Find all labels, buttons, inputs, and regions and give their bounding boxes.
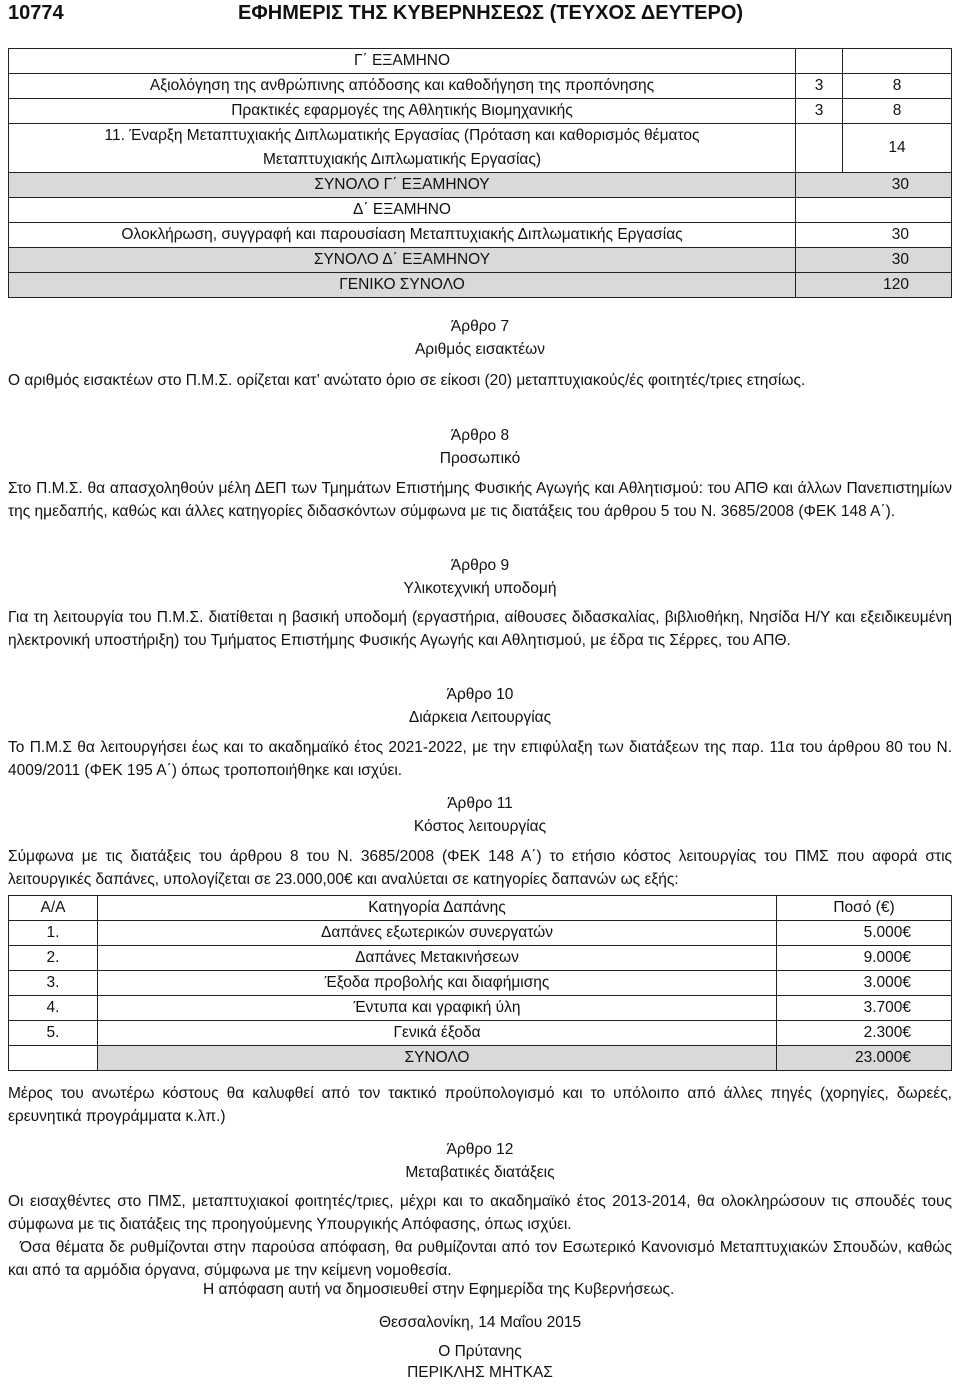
article-7-text: Ο αριθμός εισακτέων στο Π.Μ.Σ. ορίζεται κατ’ ανώτατο όριο σε είκοσι (20) μεταπτυχιακούς/ές φοιτητές/τριες ετησίως. <box>8 372 806 389</box>
course-ects: 8 <box>843 74 952 99</box>
expense-category: Έντυπα και γραφική ύλη <box>98 996 777 1021</box>
total-label: ΣΥΝΟΛΟ <box>98 1046 777 1071</box>
course-name-line1: 11. Έναρξη Μεταπτυχιακής Διπλωματικής Εργασίας (Πρόταση και καθορισμός θέματος <box>104 127 700 144</box>
expense-amount: 2.300€ <box>777 1021 952 1046</box>
semester-total-value: 30 <box>796 248 952 273</box>
expense-category: Δαπάνες εξωτερικών συνεργατών <box>98 921 777 946</box>
row-number: 2. <box>9 946 98 971</box>
column-header: Κατηγορία Δαπάνης <box>98 896 777 921</box>
grand-total-value: 120 <box>796 273 952 298</box>
article-title: Άρθρο 9 <box>450 557 510 574</box>
course-name: Ολοκλήρωση, συγγραφή και παρουσίαση Μεταπτυχιακής Διπλωματικής Εργασίας <box>9 223 796 248</box>
table-total-row <box>9 1046 952 1071</box>
table-row <box>9 248 952 273</box>
semester-total-label: ΣΥΝΟΛΟ Δ΄ ΕΞΑΜΗΝΟΥ <box>9 248 796 273</box>
table-row <box>9 198 952 223</box>
table-row <box>9 173 952 198</box>
course-ects: 8 <box>843 99 952 124</box>
expense-amount: 3.700€ <box>777 996 952 1021</box>
course-name <box>9 124 796 173</box>
table-row <box>9 996 952 1021</box>
article-title: Άρθρο 10 <box>446 686 514 703</box>
expense-amount: 9.000€ <box>777 946 952 971</box>
curriculum-table <box>8 48 952 298</box>
article-12-heading <box>8 1139 952 1184</box>
table-row <box>9 946 952 971</box>
page-header <box>8 0 952 28</box>
row-number: 4. <box>9 996 98 1021</box>
table-row <box>9 49 952 74</box>
course-name: Αξιολόγηση της ανθρώπινης απόδοσης και καθοδήγηση της προπόνησης <box>9 74 796 99</box>
article-12-paragraph-1: Οι εισαχθέντες στο ΠΜΣ, μεταπτυχιακοί φοιτητές/τριες, μέχρι και το ακαδημαϊκό έτος 2013-2014, θα ολοκληρώσουν τις σπουδές τους σύμφωνα με τις διατάξεις της προηγούμενης Υπουργικής Απόφασης, όπως ισχύει. <box>8 1193 952 1233</box>
expense-table <box>8 895 952 1071</box>
expense-amount: 3.000€ <box>777 971 952 996</box>
table-row <box>9 1021 952 1046</box>
table-row <box>9 223 952 248</box>
course-ects: 30 <box>796 223 952 248</box>
column-header: Α/Α <box>9 896 98 921</box>
signature-name: ΠΕΡΙΚΛΗΣ ΜΗΤΚΑΣ <box>407 1364 553 1381</box>
row-number: 5. <box>9 1021 98 1046</box>
total-amount: 23.000€ <box>777 1046 952 1071</box>
semester-total-label: ΣΥΝΟΛΟ Γ΄ ΕΞΑΜΗΝΟΥ <box>9 173 796 198</box>
article-subtitle: Προσωπικό <box>439 449 521 467</box>
article-subtitle: Κόστος λειτουργίας <box>413 817 547 835</box>
article-10-heading <box>8 684 952 729</box>
article-7-heading <box>8 316 952 361</box>
article-11-after-text: Μέρος του ανωτέρω κόστους θα καλυφθεί από τον τακτικό προϋπολογισμό και το υπόλοιπο από άλλες πηγές (χορηγίες, δωρεές, ερευνητικά προγράμματα κ.λπ.) <box>8 1085 952 1125</box>
course-name: Πρακτικές εφαρμογές της Αθλητικής Βιομηχανικής <box>9 99 796 124</box>
course-hours: 3 <box>796 74 843 99</box>
semester-title: Γ΄ ΕΞΑΜΗΝΟ <box>9 49 796 74</box>
course-ects: 14 <box>843 124 952 173</box>
table-row <box>9 273 952 298</box>
table-row <box>9 124 952 173</box>
gazette-title: ΕΦΗΜΕΡΙΣ ΤΗΣ ΚΥΒΕΡΝΗΣΕΩΣ (ΤΕΥΧΟΣ ΔΕΥΤΕΡΟ) <box>238 2 744 24</box>
signature-date: Θεσσαλονίκη, 14 Μαΐου 2015 <box>378 1314 582 1331</box>
article-subtitle: Μεταβατικές διατάξεις <box>405 1163 555 1181</box>
table-row <box>9 971 952 996</box>
article-title: Άρθρο 12 <box>446 1141 514 1158</box>
signature-role: Ο Πρύτανης <box>438 1343 522 1360</box>
expense-amount: 5.000€ <box>777 921 952 946</box>
article-subtitle: Υλικοτεχνική υποδομή <box>403 579 557 597</box>
course-hours: 3 <box>796 99 843 124</box>
article-subtitle: Διάρκεια Λειτουργίας <box>408 708 552 726</box>
article-title: Άρθρο 7 <box>450 318 510 335</box>
article-8-heading <box>8 425 952 470</box>
article-8-text: Στο Π.Μ.Σ. θα απασχοληθούν μέλη ΔΕΠ των Τμημάτων Επιστήμης Φυσικής Αγωγής και Αθλητισμού: του ΑΠΘ και άλλων Πανεπιστημίων της ημεδαπής, καθώς και άλλες κατηγορίες διδασκόντων σύμφωνα με τις διατάξεις του άρθρου 5 του Ν. 3685/2008 (ΦΕΚ 148 Α΄). <box>8 480 952 520</box>
article-10-text: Το Π.Μ.Σ θα λειτουργήσει έως και το ακαδημαϊκό έτος 2021-2022, με την επιφύλαξη των διατάξεων της παρ. 11α του άρθρου 80 του Ν. 4009/2011 (ΦΕΚ 195 Α΄) όπως τροποποιήθηκε και ισχύει. <box>8 739 952 779</box>
article-12-paragraph-3: Η απόφαση αυτή να δημοσιευθεί στην Εφημερίδα της Κυβερνήσεως. <box>203 1281 675 1298</box>
expense-category: Δαπάνες Μετακινήσεων <box>98 946 777 971</box>
article-subtitle: Αριθμός εισακτέων <box>414 340 546 358</box>
expense-category: Γενικά έξοδα <box>98 1021 777 1046</box>
article-9-text: Για τη λειτουργία του Π.Μ.Σ. διατίθεται η βασική υποδομή (εργαστήρια, αίθουσες διδασκαλίας, βιβλιοθήκη, Νησίδα Η/Υ και εξειδικευμένη ηλεκτρονική υποστήριξη) του Τμήματος Επιστήμης Φυσικής Αγωγής και Αθλητισμού, με έδρα τις Σέρρες, του ΑΠΘ. <box>8 609 952 649</box>
article-9-heading <box>8 555 952 600</box>
article-11-heading <box>8 793 952 838</box>
article-12-paragraph-2: Όσα θέματα δε ρυθμίζονται στην παρούσα απόφαση, θα ρυθμίζονται από τον Εσωτερικό Κανονισμό Μεταπτυχιακών Σπουδών, καθώς και από τα αρμόδια όργανα, σύμφωνα με την κείμενη νομοθεσία. <box>8 1239 952 1279</box>
page-number: 10774 <box>8 2 64 24</box>
column-header: Ποσό (€) <box>777 896 952 921</box>
semester-total-value: 30 <box>796 173 952 198</box>
row-number: 3. <box>9 971 98 996</box>
article-title: Άρθρο 11 <box>447 795 513 812</box>
table-row <box>9 74 952 99</box>
expense-category: Έξοδα προβολής και διαφήμισης <box>98 971 777 996</box>
semester-title: Δ΄ ΕΞΑΜΗΝΟ <box>9 198 796 223</box>
course-name-line2: Μεταπτυχιακής Διπλωματικής Εργασίας) <box>263 151 541 168</box>
table-header-row <box>9 896 952 921</box>
article-title: Άρθρο 8 <box>450 427 510 444</box>
row-number: 1. <box>9 921 98 946</box>
table-row <box>9 99 952 124</box>
grand-total-label: ΓΕΝΙΚΟ ΣΥΝΟΛΟ <box>9 273 796 298</box>
table-row <box>9 921 952 946</box>
article-11-text: Σύμφωνα με τις διατάξεις του άρθρου 8 του Ν. 3685/2008 (ΦΕΚ 148 Α΄) το ετήσιο κόστος λειτουργίας του ΠΜΣ που αφορά στις λειτουργικές δαπάνες, υπολογίζεται σε 23.000,00€ και αναλύεται σε κατηγορίες δαπανών ως εξής: <box>8 848 952 888</box>
